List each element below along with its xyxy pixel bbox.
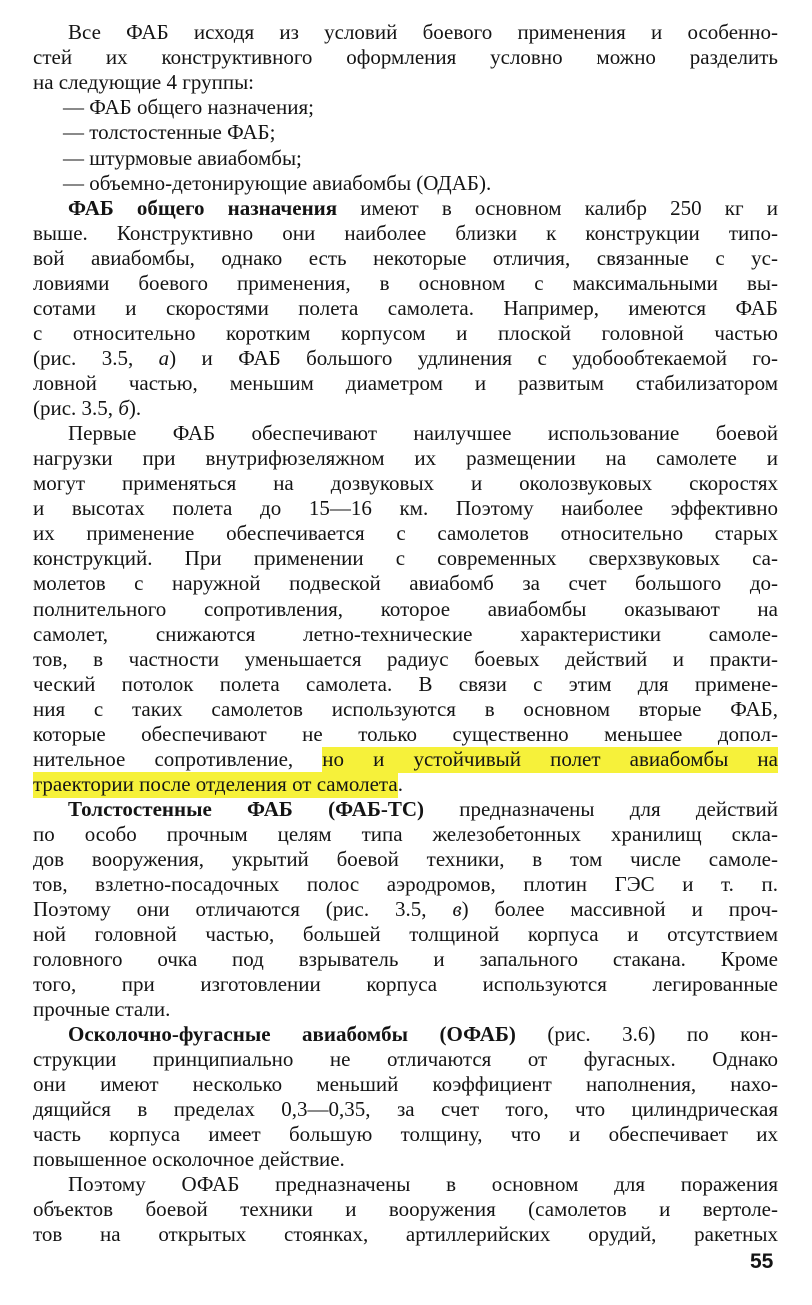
italic-figure-letter: б — [118, 396, 129, 420]
text-line — [33, 772, 778, 796]
text-segment: ). — [128, 396, 142, 420]
text-segment: которые обеспечивают не только существенно меньшее допол- — [33, 722, 778, 746]
text-line — [33, 647, 778, 671]
text-segment: Все ФАБ исходя из условий боевого применения и особенно- — [68, 20, 778, 44]
text-segment: тов, в частности уменьшается радиус боевых действий и практи- — [33, 647, 778, 671]
text-segment: с относительно коротким корпусом и плоской головной частью — [33, 321, 778, 345]
text-segment: ния с таких самолетов используются в основном вторые ФАБ, — [33, 697, 778, 721]
text-segment: Первые ФАБ обеспечивают наилучшее использование боевой — [68, 421, 778, 445]
text-line — [33, 45, 778, 69]
text-line — [33, 822, 778, 846]
text-line — [33, 496, 778, 520]
text-segment: по особо прочным целям типа железобетонных хранилищ скла- — [33, 822, 778, 846]
text-segment: самолет, снижаются летно-технические характеристики самоле- — [33, 622, 778, 646]
text-segment: ческий потолок полета самолета. В связи с этим для примене- — [33, 672, 778, 696]
text-line — [68, 1022, 778, 1046]
text-segment: имеют в основном калибр 250 кг и — [337, 196, 778, 220]
text-segment: повышенное осколочное действие. — [33, 1147, 345, 1171]
text-line — [63, 120, 275, 144]
text-line — [33, 346, 778, 370]
bold-heading-text: Толстостенные ФАБ (ФАБ-ТС) — [68, 797, 424, 821]
text-segment: ловиями боевого применения, в основном с максимальными вы- — [33, 271, 778, 295]
text-line — [68, 1172, 778, 1196]
text-line — [63, 95, 314, 119]
text-line — [33, 1122, 778, 1146]
text-line — [33, 1097, 778, 1121]
text-segment: головного очка под взрыватель и запального стакана. Кроме — [33, 947, 778, 971]
text-segment: — толстостенные ФАБ; — [63, 120, 276, 144]
text-line — [33, 221, 778, 245]
text-segment: выше. Конструктивно они наиболее близки к конструкции типо- — [33, 221, 778, 245]
text-line — [33, 997, 778, 1021]
bold-heading-text: ФАБ общего назначения — [68, 196, 338, 220]
text-line — [33, 597, 778, 621]
text-line — [33, 546, 778, 570]
text-line — [33, 271, 778, 295]
text-segment: полнительного сопротивления, которое авиабомбы оказывают на — [33, 597, 778, 621]
text-segment: тов на открытых стоянках, артиллерийских орудий, ракетных — [33, 1222, 778, 1246]
text-segment: (рис. 3.5, — [33, 346, 159, 370]
text-segment: нительное сопротивление, — [33, 747, 323, 771]
text-line — [33, 296, 778, 320]
text-segment: тов, взлетно-посадочных полос аэродромов, плотин ГЭС и т. п. — [33, 872, 778, 896]
text-line — [33, 1197, 778, 1221]
text-line — [68, 421, 778, 445]
text-line — [33, 972, 778, 996]
text-segment: — штурмовые авиабомбы; — [63, 146, 302, 170]
text-segment: Поэтому они отличаются (рис. 3.5, — [33, 897, 453, 921]
text-line — [33, 571, 778, 595]
text-line — [63, 146, 302, 170]
text-segment: струкции принципиально не отличаются от фугасных. Однако — [33, 1047, 778, 1071]
text-segment: объектов боевой техники и вооружения (самолетов и вертоле- — [33, 1197, 778, 1221]
text-segment: предназначены для действий — [424, 797, 778, 821]
italic-figure-letter: в — [452, 897, 462, 921]
text-segment: ) и ФАБ большого удлинения с удобообтекаемой го- — [169, 346, 778, 370]
text-line — [68, 797, 778, 821]
text-line — [33, 1047, 778, 1071]
text-line — [33, 246, 778, 270]
text-line — [33, 70, 778, 94]
text-segment: могут применяться на дозвуковых и околозвуковых скоростях — [33, 471, 778, 495]
text-line — [33, 747, 778, 771]
text-segment: ной головной частью, большей толщиной корпуса и отсутствием — [33, 922, 778, 946]
text-segment: Поэтому ОФАБ предназначены в основном для поражения — [68, 1172, 778, 1196]
text-line — [33, 722, 778, 746]
text-line — [33, 697, 778, 721]
italic-figure-letter: а — [158, 346, 170, 370]
text-segment: (рис. 3.6) по кон- — [515, 1022, 778, 1046]
text-line — [33, 1072, 778, 1096]
text-segment: конструкций. При применении с современных сверхзвуковых са- — [33, 546, 778, 570]
text-segment: стей их конструктивного оформления условно можно разделить — [33, 45, 778, 69]
text-segment: вой авиабомбы, однако есть некоторые отличия, связанные с ус- — [33, 246, 778, 270]
text-segment: их применение обеспечивается с самолетов относительно старых — [33, 521, 778, 545]
text-line — [33, 947, 778, 971]
text-line — [33, 396, 778, 420]
text-segment: (рис. 3.5, — [33, 396, 119, 420]
text-line — [33, 521, 778, 545]
text-segment: ловной частью, меньшим диаметром и развитым стабилизатором — [33, 371, 778, 395]
text-line — [33, 446, 778, 470]
text-line — [33, 1147, 778, 1171]
text-line — [68, 196, 778, 220]
text-segment: сотами и скоростями полета самолета. Например, имеются ФАБ — [33, 296, 778, 320]
highlighted-text: но и устойчивый полет авиабомбы на — [322, 747, 778, 771]
text-segment: прочные стали. — [33, 997, 171, 1021]
text-line — [33, 922, 778, 946]
text-line — [33, 1222, 778, 1246]
text-segment: часть корпуса имеет большую толщину, что и обеспечивает их — [33, 1122, 778, 1146]
text-line — [33, 872, 778, 896]
text-line — [33, 622, 778, 646]
text-line — [63, 171, 491, 195]
text-line — [33, 321, 778, 345]
page-number: 55 — [750, 1250, 774, 1273]
text-line — [68, 20, 778, 44]
text-segment: дов вооружения, укрытий боевой техники, в том числе самоле- — [33, 847, 778, 871]
text-segment: . — [397, 772, 403, 796]
text-line — [33, 847, 778, 871]
text-segment: — объемно-детонирующие авиабомбы (ОДАБ). — [63, 171, 492, 195]
highlighted-text: траектории после отделения от самолета — [33, 772, 398, 796]
text-segment: они имеют несколько меньший коэффициент наполнения, нахо- — [33, 1072, 778, 1096]
text-segment: нагрузки при внутрифюзеляжном их размещении на самолете и — [33, 446, 778, 470]
text-segment: на следующие 4 группы: — [33, 70, 255, 94]
text-segment: — ФАБ общего назначения; — [63, 95, 314, 119]
text-segment: ) более массивной и проч- — [461, 897, 779, 921]
text-line — [33, 672, 778, 696]
bold-heading-text: Осколочно-фугасные авиабомбы (ОФАБ) — [68, 1022, 516, 1046]
text-line — [33, 371, 778, 395]
text-segment: и высотах полета до 15—16 км. Поэтому наиболее эффективно — [33, 496, 778, 520]
text-segment: того, при изготовлении корпуса используются легированные — [33, 972, 778, 996]
text-line — [33, 471, 778, 495]
text-segment: молетов с наружной подвеской авиабомб за счет большого до- — [33, 571, 778, 595]
text-line — [33, 897, 778, 921]
text-segment: дящийся в пределах 0,3—0,35, за счет того, что цилиндрическая — [33, 1097, 778, 1121]
